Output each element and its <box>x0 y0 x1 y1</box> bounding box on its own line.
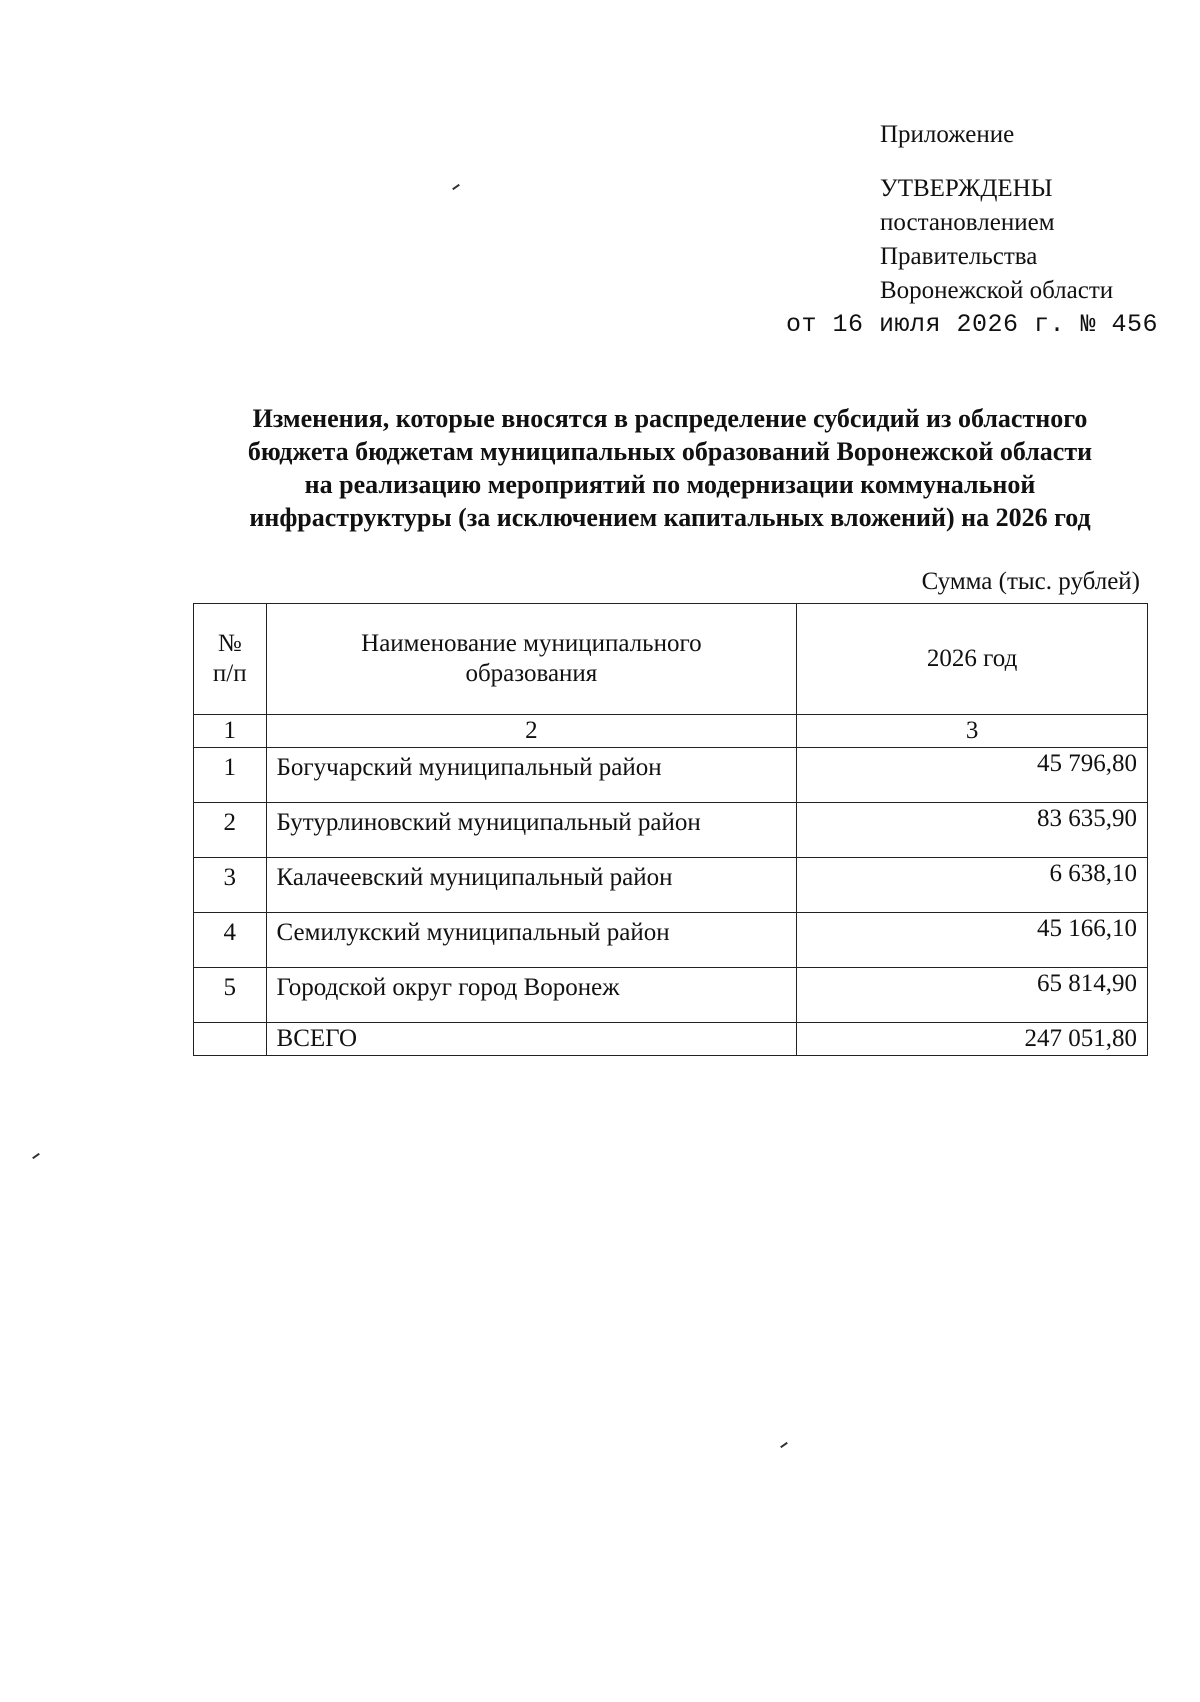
table-row <box>194 858 1148 913</box>
unit-label: Сумма (тыс. рублей) <box>921 568 1140 595</box>
row-number: 3 <box>194 858 267 913</box>
approved-by-line-2: Правительства <box>880 243 1038 270</box>
approved-by-line-3: Воронежской области <box>880 277 1114 304</box>
row-number: 1 <box>194 748 267 803</box>
document-title <box>190 402 1150 534</box>
total-number-cell <box>194 1023 267 1056</box>
column-number: 1 <box>194 715 267 748</box>
total-amount: 247 051,80 <box>797 1023 1148 1056</box>
subsidy-allocation-table <box>193 603 1148 1056</box>
approved-by-line-1: постановлением <box>880 209 1055 236</box>
column-number: 3 <box>797 715 1148 748</box>
appendix-label: Приложение <box>880 121 1015 148</box>
subsidy-amount: 45 166,10 <box>797 913 1148 968</box>
subsidy-amount: 6 638,10 <box>797 858 1148 913</box>
row-number: 4 <box>194 913 267 968</box>
municipality-name: Богучарский муниципальный район <box>266 748 797 803</box>
table-row <box>194 913 1148 968</box>
column-number-row <box>194 715 1148 748</box>
municipality-name: Городской округ город Воронеж <box>266 968 797 1023</box>
table-header-row <box>194 604 1148 715</box>
header-year: 2026 год <box>797 604 1148 715</box>
table-row <box>194 748 1148 803</box>
title-line-4: инфраструктуры (за исключением капитальных вложений) на 2026 год <box>249 503 1091 532</box>
column-number: 2 <box>266 715 797 748</box>
title-line-3: на реализацию мероприятий по модернизации коммунальной <box>304 470 1036 499</box>
table-row <box>194 968 1148 1023</box>
scan-speck <box>452 184 460 190</box>
subsidy-amount: 83 635,90 <box>797 803 1148 858</box>
title-line-1: Изменения, которые вносятся в распределение субсидий из областного <box>252 404 1088 433</box>
scan-speck <box>780 1442 788 1448</box>
municipality-name: Бутурлиновский муниципальный район <box>266 803 797 858</box>
header-number: № п/п <box>194 604 267 715</box>
title-line-2: бюджета бюджетам муниципальных образований Воронежской области <box>247 437 1093 466</box>
subsidy-amount: 65 814,90 <box>797 968 1148 1023</box>
total-row <box>194 1023 1148 1056</box>
header-name: Наименование муниципального образования <box>266 604 797 715</box>
row-number: 5 <box>194 968 267 1023</box>
table-row <box>194 803 1148 858</box>
total-label: ВСЕГО <box>266 1023 797 1056</box>
approved-label: УТВЕРЖДЕНЫ <box>880 175 1053 202</box>
approval-stamp-block <box>880 118 1113 308</box>
scan-speck <box>32 1153 40 1159</box>
municipality-name: Калачеевский муниципальный район <box>266 858 797 913</box>
subsidy-amount: 45 796,80 <box>797 748 1148 803</box>
municipality-name: Семилукский муниципальный район <box>266 913 797 968</box>
row-number: 2 <box>194 803 267 858</box>
decree-date-number: от 16 июля 2026 г. № 456 <box>785 310 1158 339</box>
